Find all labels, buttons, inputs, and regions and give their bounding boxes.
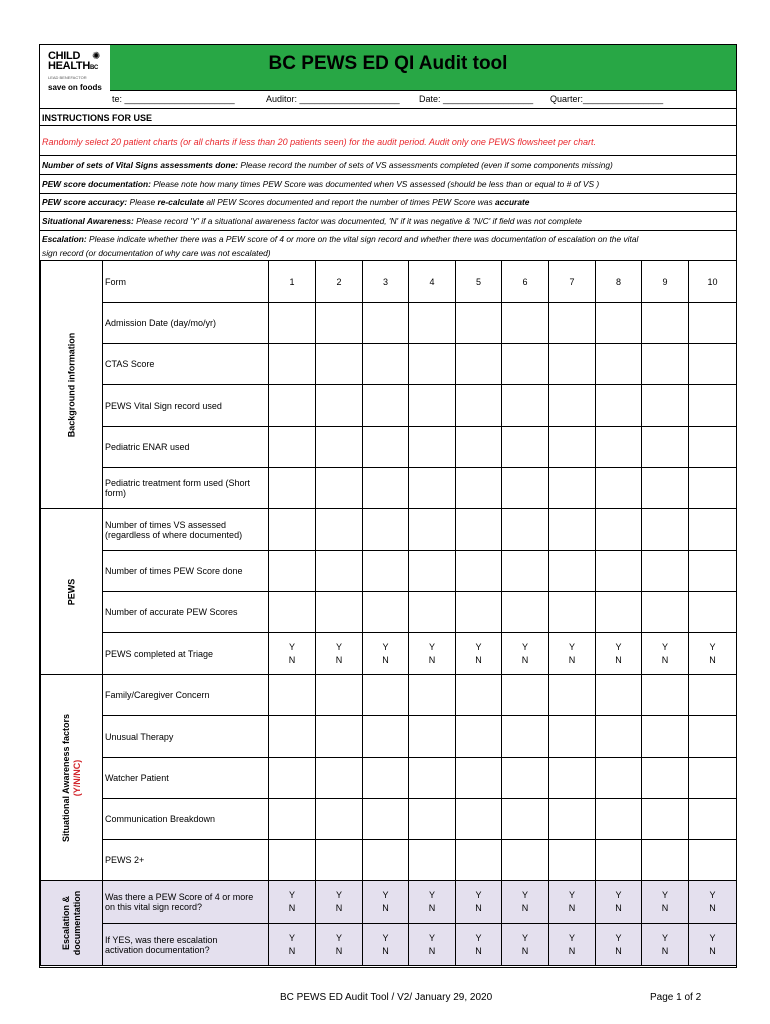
entry-cell[interactable] (269, 551, 316, 592)
entry-cell[interactable] (549, 385, 596, 427)
entry-cell[interactable] (409, 592, 456, 633)
entry-cell[interactable] (549, 592, 596, 633)
entry-cell[interactable] (409, 716, 456, 758)
form-label: Form (103, 261, 269, 303)
entry-cell[interactable] (642, 509, 689, 551)
entry-cell[interactable] (363, 303, 409, 344)
yn-cell[interactable]: Y N (502, 924, 549, 966)
entry-cell[interactable] (549, 675, 596, 716)
row-label-therapy: Unusual Therapy (103, 716, 269, 758)
entry-cell[interactable] (596, 303, 642, 344)
yn-cell[interactable]: Y N (409, 881, 456, 924)
entry-cell[interactable] (502, 551, 549, 592)
entry-cell[interactable] (596, 468, 642, 509)
entry-cell[interactable] (269, 427, 316, 468)
entry-cell[interactable] (689, 427, 737, 468)
row-label-enar: Pediatric ENAR used (103, 427, 269, 468)
entry-cell[interactable] (549, 799, 596, 840)
instruction-pew-doc: PEW score documentation: Please note how many times PEW Score was documented when VS assessed (should be less than or equal to # of VS ) (42, 179, 600, 189)
entry-cell[interactable] (363, 385, 409, 427)
yn-cell[interactable]: Y N (502, 633, 549, 675)
entry-cell[interactable] (269, 716, 316, 758)
entry-cell[interactable] (689, 551, 737, 592)
table-row (41, 261, 737, 303)
entry-cell[interactable] (596, 592, 642, 633)
entry-cell[interactable] (316, 592, 363, 633)
yn-cell[interactable]: Y N (316, 881, 363, 924)
entry-cell[interactable] (456, 758, 502, 799)
entry-cell[interactable] (502, 758, 549, 799)
entry-cell[interactable] (456, 509, 502, 551)
entry-cell[interactable] (269, 385, 316, 427)
entry-cell[interactable] (363, 716, 409, 758)
entry-cell[interactable] (502, 303, 549, 344)
entry-cell[interactable] (363, 468, 409, 509)
yn-cell[interactable]: Y N (269, 881, 316, 924)
yn-cell[interactable]: Y N (269, 924, 316, 966)
entry-cell[interactable] (409, 509, 456, 551)
entry-cell[interactable] (409, 551, 456, 592)
entry-cell[interactable] (316, 427, 363, 468)
entry-cell[interactable] (549, 303, 596, 344)
audit-meta-row (110, 91, 736, 108)
date-field[interactable]: Date: __________________ (419, 94, 534, 104)
entry-cell[interactable] (642, 303, 689, 344)
entry-cell[interactable] (456, 840, 502, 881)
instructions-heading: INSTRUCTIONS FOR USE (40, 108, 736, 126)
column-header-6: 6 (502, 261, 549, 303)
entry-cell[interactable] (549, 509, 596, 551)
entry-cell[interactable] (642, 799, 689, 840)
entry-cell[interactable] (456, 385, 502, 427)
entry-cell[interactable] (689, 385, 737, 427)
entry-cell[interactable] (316, 303, 363, 344)
yn-cell[interactable]: Y N (316, 924, 363, 966)
entry-cell[interactable] (502, 385, 549, 427)
column-header-4: 4 (409, 261, 456, 303)
entry-cell[interactable] (689, 303, 737, 344)
row-label-comm: Communication Breakdown (103, 799, 269, 840)
entry-cell[interactable] (269, 509, 316, 551)
entry-cell[interactable] (409, 758, 456, 799)
row-label-family: Family/Caregiver Concern (103, 675, 269, 716)
instruction-random: Randomly select 20 patient charts (or all charts if less than 20 patients seen) for the audit period. Audit only one PEWS flowsheet per chart. (42, 137, 596, 147)
entry-cell[interactable] (456, 799, 502, 840)
yn-cell[interactable]: Y N (502, 881, 549, 924)
entry-cell[interactable] (316, 509, 363, 551)
entry-cell[interactable] (269, 840, 316, 881)
entry-cell[interactable] (456, 592, 502, 633)
table-row (41, 551, 737, 592)
title-bar (39, 44, 737, 91)
row-label-esc-q2a: If YES, was there escalation activation documentation? (103, 924, 269, 966)
group-label-esc: Escalation & documentation (41, 881, 103, 966)
entry-cell[interactable] (269, 468, 316, 509)
entry-cell[interactable] (689, 592, 737, 633)
yn-cell[interactable]: Y N (549, 924, 596, 966)
entry-cell[interactable] (409, 799, 456, 840)
entry-cell[interactable] (596, 799, 642, 840)
group-label-pews: PEWS (41, 509, 103, 675)
table-row (41, 633, 737, 675)
entry-cell[interactable] (502, 592, 549, 633)
entry-cell[interactable] (316, 758, 363, 799)
entry-cell[interactable] (596, 427, 642, 468)
entry-cell[interactable] (549, 716, 596, 758)
yn-cell[interactable]: Y N (316, 633, 363, 675)
yn-cell[interactable]: Y N (642, 633, 689, 675)
table-row (41, 592, 737, 633)
entry-cell[interactable] (316, 799, 363, 840)
yn-cell[interactable]: Y N (269, 633, 316, 675)
entry-cell[interactable] (456, 716, 502, 758)
table-row (41, 758, 737, 799)
entry-cell[interactable] (596, 675, 642, 716)
row-label-watcher: Watcher Patient (103, 758, 269, 799)
logo: CHILD HEALTHBC ✺ LEAD BENEFACTOR save on foods (40, 45, 110, 103)
entry-cell[interactable] (642, 468, 689, 509)
entry-cell[interactable] (549, 427, 596, 468)
entry-cell[interactable] (642, 675, 689, 716)
yn-cell[interactable]: Y N (596, 881, 642, 924)
entry-cell[interactable] (596, 344, 642, 385)
entry-cell[interactable] (456, 675, 502, 716)
yn-cell[interactable]: Y N (596, 924, 642, 966)
entry-cell[interactable] (456, 303, 502, 344)
entry-cell[interactable] (689, 675, 737, 716)
entry-cell[interactable] (689, 509, 737, 551)
column-header-9: 9 (642, 261, 689, 303)
entry-cell[interactable] (549, 840, 596, 881)
entry-cell[interactable] (363, 799, 409, 840)
yn-cell[interactable]: Y N (409, 924, 456, 966)
entry-cell[interactable] (363, 675, 409, 716)
entry-cell[interactable] (269, 592, 316, 633)
instruction-vs: Number of sets of Vital Signs assessments done: Please record the number of sets of VS assessments completed (even if some components missing) (42, 160, 613, 170)
entry-cell[interactable] (502, 468, 549, 509)
footer-version: BC PEWS ED Audit Tool / V2/ January 29, 2020 (280, 992, 493, 1003)
entry-cell[interactable] (363, 840, 409, 881)
column-header-10: 10 (689, 261, 737, 303)
entry-cell[interactable] (689, 344, 737, 385)
row-label-pews-vs: PEWS Vital Sign record used (103, 385, 269, 427)
column-header-7: 7 (549, 261, 596, 303)
entry-cell[interactable] (409, 303, 456, 344)
entry-cell[interactable] (502, 840, 549, 881)
entry-cell[interactable] (596, 551, 642, 592)
entry-cell[interactable] (456, 551, 502, 592)
table-row (41, 840, 737, 881)
audit-table (40, 260, 737, 966)
column-header-2: 2 (316, 261, 363, 303)
footer-page: Page 1 of 2 (650, 992, 702, 1003)
yn-cell[interactable]: Y N (363, 633, 409, 675)
entry-cell[interactable] (269, 799, 316, 840)
entry-cell[interactable] (642, 758, 689, 799)
entry-cell[interactable] (363, 758, 409, 799)
entry-cell[interactable] (316, 385, 363, 427)
column-header-8: 8 (596, 261, 642, 303)
row-label-treat1: Pediatric treatment form used (Short form) (103, 468, 269, 509)
entry-cell[interactable] (456, 427, 502, 468)
group-label-background: Background information (41, 261, 103, 509)
table-row (41, 303, 737, 344)
entry-cell[interactable] (316, 716, 363, 758)
yn-cell[interactable]: Y N (642, 924, 689, 966)
auditor-field[interactable]: Auditor: ____________________ (266, 94, 400, 104)
entry-cell[interactable] (316, 551, 363, 592)
entry-cell[interactable] (363, 551, 409, 592)
entry-cell[interactable] (642, 385, 689, 427)
table-row (41, 924, 737, 966)
row-label-vs1: Number of times VS assessed (regardless of where documented) (103, 509, 269, 551)
entry-cell[interactable] (409, 675, 456, 716)
entry-cell[interactable] (549, 758, 596, 799)
yn-cell[interactable]: Y N (689, 881, 737, 924)
yn-cell[interactable]: Y N (689, 924, 737, 966)
yn-cell[interactable]: Y N (456, 924, 502, 966)
table-row (41, 799, 737, 840)
entry-cell[interactable] (549, 551, 596, 592)
yn-cell[interactable]: Y N (363, 881, 409, 924)
row-label-ctas: CTAS Score (103, 344, 269, 385)
entry-cell[interactable] (642, 716, 689, 758)
entry-cell[interactable] (502, 716, 549, 758)
entry-cell[interactable] (502, 509, 549, 551)
yn-cell[interactable]: Y N (596, 633, 642, 675)
instruction-situational: Situational Awareness: Please record 'Y' if a situational awareness factor was documented, 'N' if it was negative & 'N/C' if field was not complete (42, 216, 582, 226)
entry-cell[interactable] (689, 468, 737, 509)
entry-cell[interactable] (596, 385, 642, 427)
entry-cell[interactable] (316, 344, 363, 385)
table-row (41, 509, 737, 551)
table-row (41, 427, 737, 468)
column-header-3: 3 (363, 261, 409, 303)
table-row (41, 881, 737, 924)
entry-cell[interactable] (689, 840, 737, 881)
row-label-pew-acc: Number of accurate PEW Scores (103, 592, 269, 633)
row-label-pews2: PEWS 2+ (103, 840, 269, 881)
entry-cell[interactable] (502, 344, 549, 385)
table-row (41, 344, 737, 385)
entry-cell[interactable] (409, 840, 456, 881)
entry-cell[interactable] (642, 427, 689, 468)
entry-cell[interactable] (409, 427, 456, 468)
column-header-5: 5 (456, 261, 502, 303)
entry-cell[interactable] (269, 344, 316, 385)
instruction-escalation: Escalation: Please indicate whether there was a PEW score of 4 or more on the vital sign record and whether there was documentation of escalation on the vital (42, 234, 639, 244)
entry-cell[interactable] (502, 675, 549, 716)
table-row (41, 468, 737, 509)
entry-cell[interactable] (409, 385, 456, 427)
yn-cell[interactable]: Y N (363, 924, 409, 966)
row-label-triage: PEWS completed at Triage (103, 633, 269, 675)
yn-cell[interactable]: Y N (549, 633, 596, 675)
row-label-admission: Admission Date (day/mo/yr) (103, 303, 269, 344)
table-row (41, 716, 737, 758)
entry-cell[interactable] (642, 592, 689, 633)
entry-cell[interactable] (316, 468, 363, 509)
entry-cell[interactable] (363, 344, 409, 385)
entry-cell[interactable] (269, 675, 316, 716)
page-title: BC PEWS ED QI Audit tool (268, 53, 508, 74)
group-label-sa: Situational Awareness factors (Y/N/NC) (41, 675, 103, 881)
entry-cell[interactable] (549, 468, 596, 509)
entry-cell[interactable] (689, 799, 737, 840)
instruction-pew-accuracy: PEW score accuracy: Please re-calculate all PEW Scores documented and report the number of times PEW Score was accurate (42, 197, 530, 207)
entry-cell[interactable] (363, 509, 409, 551)
entry-cell[interactable] (316, 675, 363, 716)
entry-cell[interactable] (596, 758, 642, 799)
entry-cell[interactable] (363, 427, 409, 468)
entry-cell[interactable] (409, 344, 456, 385)
sunburst-icon: ✺ (92, 51, 101, 62)
entry-cell[interactable] (502, 799, 549, 840)
yn-cell[interactable]: Y N (456, 881, 502, 924)
entry-cell[interactable] (549, 344, 596, 385)
entry-cell[interactable] (409, 468, 456, 509)
yn-cell[interactable]: Y N (689, 633, 737, 675)
yn-cell[interactable]: Y N (456, 633, 502, 675)
entry-cell[interactable] (596, 840, 642, 881)
entry-cell[interactable] (502, 427, 549, 468)
entry-cell[interactable] (269, 303, 316, 344)
entry-cell[interactable] (689, 758, 737, 799)
entry-cell[interactable] (269, 758, 316, 799)
entry-cell[interactable] (363, 592, 409, 633)
quarter-field[interactable]: Quarter:________________ (550, 94, 664, 104)
yn-cell[interactable]: Y N (409, 633, 456, 675)
table-row (41, 385, 737, 427)
yn-cell[interactable]: Y N (549, 881, 596, 924)
row-label-pew-done: Number of times PEW Score done (103, 551, 269, 592)
entry-cell[interactable] (316, 840, 363, 881)
site-field[interactable]: te: ______________________ (112, 94, 235, 104)
entry-cell[interactable] (456, 344, 502, 385)
row-label-esc-q1a: Was there a PEW Score of 4 or more on this vital sign record? (103, 881, 269, 924)
entry-cell[interactable] (689, 716, 737, 758)
column-header-1: 1 (269, 261, 316, 303)
entry-cell[interactable] (596, 509, 642, 551)
entry-cell[interactable] (456, 468, 502, 509)
entry-cell[interactable] (642, 344, 689, 385)
entry-cell[interactable] (596, 716, 642, 758)
table-row (41, 675, 737, 716)
entry-cell[interactable] (642, 840, 689, 881)
yn-cell[interactable]: Y N (642, 881, 689, 924)
entry-cell[interactable] (642, 551, 689, 592)
